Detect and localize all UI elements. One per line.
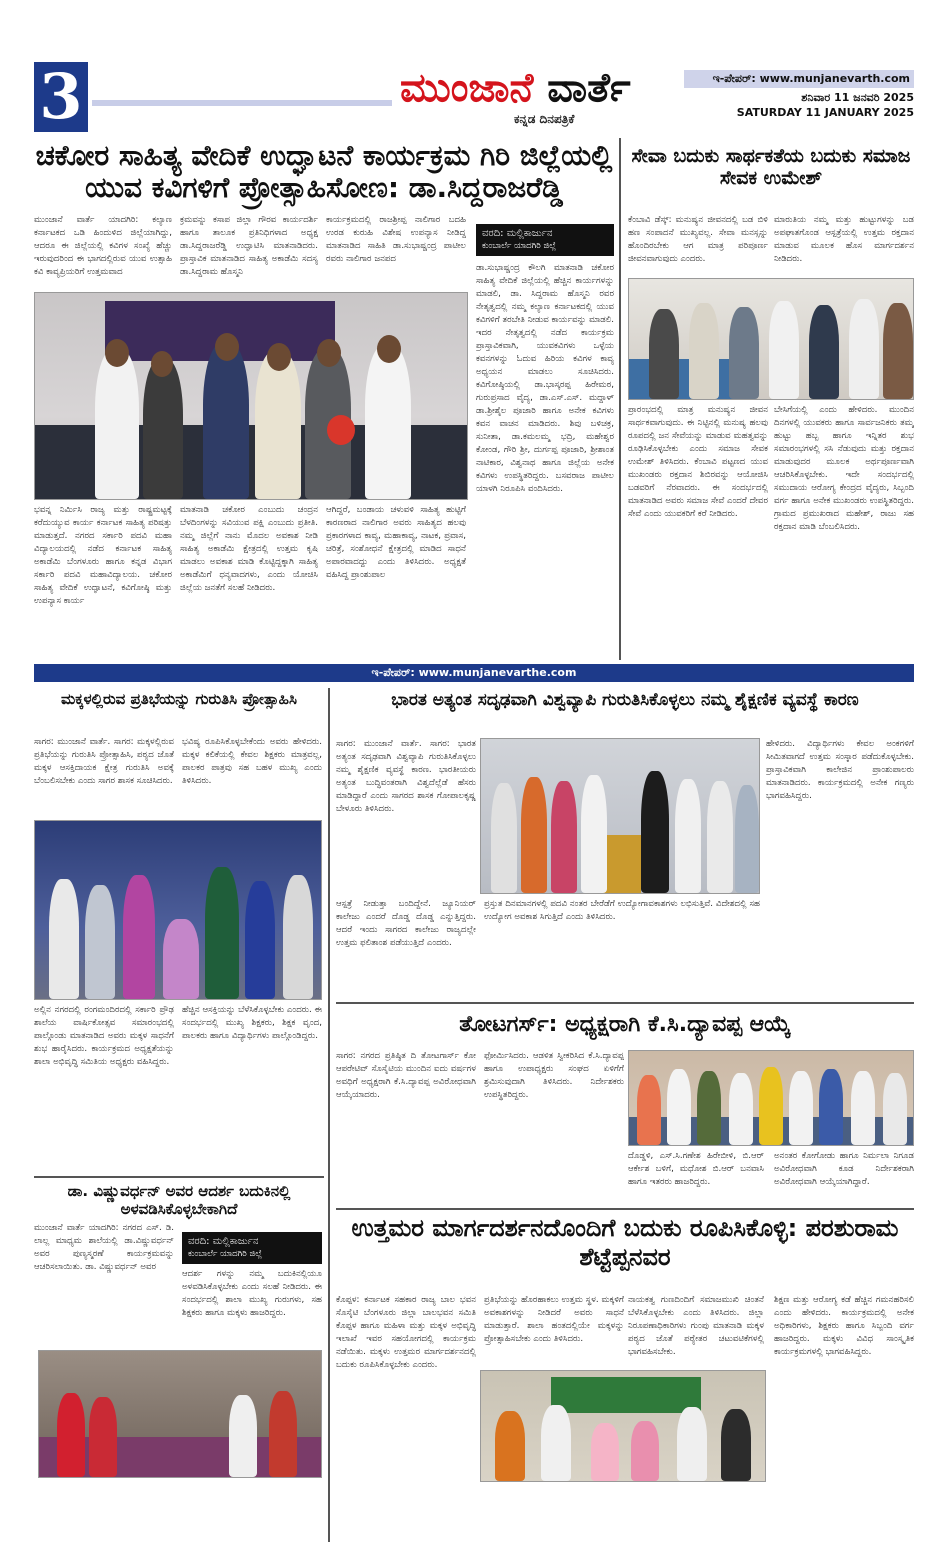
article2-col1: ಕೆಂಬಾವಿ ಡೆಸ್ಕ್: ಮನುಷ್ಯನ ಜೀವನದಲ್ಲಿ ಬಡ ಬಿಳಿ ಹಣ ಸಂಪಾದನೆ ಮುಖ್ಯವಲ್ಲ. ಸೇವಾ ಮನಸ್ಸನ್ನು ಹೊಂದಿರಬೇಕು ಆಗ ಮಾತ್ರ ಪರಿಪೂರ್ಣ ಜೀವನವಾಗುವುದು ಎಂದರು. [628, 215, 768, 264]
date-kannada: ಶನಿವಾರ 11 ಜನವರಿ 2025 [801, 91, 914, 104]
article1-bottom-col1: ಭವನ್ನ ನಿರ್ಮಿಸಿ ರಾಜ್ಯ ಮತ್ತು ರಾಷ್ಟ್ರಮಟ್ಟಕ್ಕೆ ಕರೆದುಯ್ಯುವ ಕಾರ್ಯ ಕರ್ನಾಟಕ ಸಾಹಿತ್ಯ ಪರಿಷತ್ತು ಮಾಡುತ್ತದೆ. ನಗರದ ಸರ್ಕಾರಿ ಪದವಿ ಮಹಾ ವಿದ್ಯಾಲಯದಲ್ಲಿ ನಡೆದ ಕರ್ನಾಟಕ ಸಾಹಿತ್ಯ ಅಕಾಡೆಮಿ ಬೆಂಗಳೂರು ಹಾಗೂ ಕನ್ನಡ ವಿಭಾಗ ಸರ್ಕಾರಿ ಪದವಿ ಮಹಾವಿದ್ಯಾಲಯ. ಚಕೋರ ಸಾಹಿತ್ಯ ವೇದಿಕೆ ಉದ್ಘಾಟನೆ, ಕವಿಗೋಷ್ಠಿ ಮತ್ತು ಉಪನ್ಯಾಸ ಕಾರ್ಯ [34, 505, 172, 606]
article5-photo [628, 1050, 914, 1146]
lamp-graphic [601, 835, 641, 894]
article6-col2: ಆದರ್ಶ ಗಳನ್ನು ನಮ್ಮ ಬದುಕಿನಲ್ಲಿಯೂ ಅಳವಡಿಸಿಕೊಳ್ಳಬೇಕು ಎಂದು ಸಲಹೆ ನೀಡಿದರು. ಈ ಸಂದರ್ಭದಲ್ಲಿ ಶಾಲಾ ಮುಖ್ಯ ಗುರುಗಳು, ಸಹ ಶಿಕ್ಷಕರು ಹಾಗೂ ಮಕ್ಕಳು ಹಾಜರಿದ್ದರು. [182, 1269, 322, 1318]
article3-bottom-col2: ಹೆಚ್ಚಿನ ಆಸಕ್ತಿಯನ್ನು ಬೆಳೆಸಿಕೊಳ್ಳಬೇಕು ಎಂದರು. ಈ ಸಂದರ್ಭದಲ್ಲಿ ಮುಖ್ಯ ಶಿಕ್ಷಕರು, ಶಿಕ್ಷಕ ವೃಂದ, ಪಾಲಕರು ಹಾಗೂ ವಿದ್ಯಾರ್ಥಿಗಳು ಪಾಲ್ಗೊಂಡಿದ್ದರು. [182, 1005, 322, 1041]
byline-label-2: ವರದಿ: ಮಲ್ಲಿಕಾರ್ಜುನ [188, 1236, 259, 1247]
article1-bottom-col2: ಮಾತನಾಡಿ ಚಕೋರ ಎಂಬುದು ಚಂದ್ರನ ಬೆಳದಿಂಗಳನ್ನು ಸವಿಯುವ ಪಕ್ಷಿ ಎಂಬುದು ಪ್ರತೀತಿ. ನಮ್ಮ ಜಿಲ್ಲೆಗೆ ನಾನು ಮೊದಲ ಅವಕಾಶ ನೀಡಿ ಸಾಹಿತ್ಯ ಅಕಾಡೆಮಿ ಕ್ಷೇತ್ರದಲ್ಲಿ ಉತ್ತಮ ಕೃಷಿ ಮಾಡಲು ಅವಕಾಶ ಮಾಡಿ ಕೊಟ್ಟಿದ್ದಕ್ಕಾಗಿ ಸಾಹಿತ್ಯ ಅಕಾಡೆಮಿಗೆ ಧನ್ಯವಾದಗಳು, ಎಂದು ಯೋಚಿಸಿ ಜಿಲ್ಲೆಯ ಜನತೆಗೆ ಸಲಹೆ ನೀಡಿದರು. [180, 505, 318, 593]
newspaper-title [400, 66, 631, 110]
section-rule-3 [336, 1208, 914, 1210]
article7-photo [480, 1370, 766, 1482]
article6-headline: ಡಾ. ವಿಷ್ಣುವರ್ಧನ್ ಅವರ ಆದರ್ಶ ಬದುಕಿನಲ್ಲಿ ಅಳವಡಿಸಿಕೊಳ್ಳಬೇಕಾಗಿದೆ [67, 1182, 291, 1218]
epaper-url[interactable]: ಇ-ಪೇಪರ್: www.munjanevarth.com [684, 70, 914, 88]
page-number: 3 [34, 62, 88, 132]
event-banner [551, 1377, 701, 1413]
article1-byline [476, 224, 614, 256]
article5-col3: ದೊಡ್ಡಳಿ, ಎಸ್.ಸಿ.ಗಣೇಶ ಹಿರೇಬೀಳಿ, ಬಿ.ಆರ್ ಆರ್ಕೇಶ ಬಳಿಗೆ, ಮಧೋಶ ಬಿ.ಆರ್ ಬನವಾಸಿ ಹಾಗೂ ಇತರರು ಹಾಜರಿದ್ದರು. [628, 1151, 764, 1187]
article2-col4: ಬೇಸಿಗೆಯಲ್ಲಿ ಎಂದು ಹೇಳಿದರು. ಮುಂದಿನ ದಿನಗಳಲ್ಲಿ ಯುವಕರು ಹಾಗೂ ಸಾರ್ವಜನಿಕರು ತಮ್ಮ ಹುಟ್ಟು ಹಬ್ಬ ಹಾಗೂ ಇನ್ನಿತರ ಶುಭ ಸಮಾರಂಭಗಳಲ್ಲಿ ಸಸಿ ನೆಡುವುದು ಮತ್ತು ರಕ್ತದಾನ ಮಾಡುವುದರ ಮೂಲಕ ಅರ್ಥಪೂರ್ಣವಾಗಿ ಆಚರಿಸಿಕೊಳ್ಳಬೇಕು. ಇದೇ ಸಂದರ್ಭದಲ್ಲಿ ಸಮುದಾಯ ಆರೋಗ್ಯ ಕೇಂದ್ರದ ವೈದ್ಯರು, ಸಿಬ್ಬಂದಿ ವರ್ಗ ಹಾಗೂ ಅನೇಕ ಮುಖಂಡರು ಉಪಸ್ಥಿತರಿದ್ದರು. ಗ್ರಾಮದ ಪ್ರಮುಖರಾದ ಮಹೇಶ್, ರಾಜು ಸಹ ರಕ್ತದಾನ ಮಾಡಿ ಬೆಂಬಲಿಸಿದರು. [774, 405, 914, 532]
article1-col1: ಮುಂಜಾನೆ ವಾರ್ತೆ ಯಾದಗಿರಿ: ಕಲ್ಯಾಣ ಕರ್ನಾಟಕದ ಒಡಿ ಹಿಂದುಳಿದ ಜಿಲ್ಲೆಯಾಗಿದ್ದು, ಆದರೂ ಈ ಜಿಲ್ಲೆಯಲ್ಲಿ ಕವಿಗಳ ಸಂಖ್ಯೆ ಹೆಚ್ಚು ಇರುವುದರಿಂದ ಈ ಭಾಗದಲ್ಲಿರುವ ಯುವ ಉತ್ಸಾಹಿ ಕವಿ ಕಾವ್ಯಪ್ರಿಯರಿಗೆ ಉತ್ತಮವಾದ [34, 215, 172, 277]
article5-col2: ಫೋರ್ಮಿಸಿದರು. ಆಡಳಿತ ಸ್ವೀಕರಿಸಿದ ಕೆ.ಸಿ.ದ್ಯಾವಪ್ಪ ಹಾಗೂ ಉಪಾಧ್ಯಕ್ಷರು ಸಂಘದ ಏಳಿಗೆಗೆ ಶ್ರಮಿಸುವುದಾಗಿ ತಿಳಿಸಿದರು. ನಿರ್ದೇಶಕರು ಉಪಸ್ಥಿತರಿದ್ದರು. [484, 1051, 624, 1100]
article4-headline: ಭಾರತ ಅತ್ಯಂತ ಸದೃಢವಾಗಿ ವಿಶ್ವವ್ಯಾಪಿ ಗುರುತಿಸಿಕೊಳ್ಳಲು ನಮ್ಮ ಶೈಕ್ಷಣಿಕ ವ್ಯವಸ್ಥೆ ಕಾರಣ [391, 690, 859, 710]
byline-location: ಕುಂಬಾರ್ಲೆ ಯಾದಗಿರಿ ಜಿಲ್ಲೆ [482, 241, 557, 251]
article7-col1: ಕೊಪ್ಪಳ: ಕರ್ನಾಟಕ ಸಹಕಾರ ರಾಜ್ಯ ಬಾಲ ಭವನ ಸೊಸೈಟಿ ಬೆಂಗಳೂರು ಜಿಲ್ಲಾ ಬಾಲಭವನ ಸಮಿತಿ ಕೊಪ್ಪಳ ಹಾಗೂ ಮಹಿಳಾ ಮತ್ತು ಮಕ್ಕಳ ಅಭಿವೃದ್ಧಿ ಇಲಾಖೆ ಇವರ ಸಹಯೋಗದಲ್ಲಿ ಕಾರ್ಯಕ್ರಮ ನಡೆಯಿತು. ಮಕ್ಕಳು ಉತ್ತಮರ ಮಾರ್ಗದರ್ಶನದಲ್ಲಿ ಬದುಕು ರೂಪಿಸಿಕೊಳ್ಳಬೇಕು ಎಂದರು. [336, 1295, 476, 1370]
article5-col1: ಸಾಗರ: ನಗರದ ಪ್ರತಿಷ್ಠಿತ ದಿ ತೋಟಗಾರ್ಸ್ ಕೋ ಆಪರೇಟಿವ್ ಸೊಸೈಟಿಯ ಮುಂದಿನ ಐದು ವರ್ಷಗಳ ಅವಧಿಗೆ ಅಧ್ಯಕ್ಷರಾಗಿ ಕೆ.ಸಿ.ದ್ಯಾವಪ್ಪ ಅವಿರೋಧವಾಗಿ ಆಯ್ಕೆಯಾದರು. [336, 1051, 476, 1100]
article7-headline: ಉತ್ತಮರ ಮಾರ್ಗದರ್ಶನದೊಂದಿಗೆ ಬದುಕು ರೂಪಿಸಿಕೊಳ್ಳಿ: ಪರಶುರಾಮ ಶೆಟ್ಟೆಪ್ಪನವರ [351, 1214, 899, 1271]
column-rule-2 [328, 688, 330, 1542]
article2-photo [628, 278, 914, 400]
article6-byline [182, 1232, 322, 1264]
article4-bottom-col2: ಪ್ರಸ್ತುತ ದಿನಮಾನಗಳಲ್ಲಿ ಪದವಿ ನಂತರ ಬೇರೆಡೆಗೆ ಉದ್ಯೋಗಾವಕಾಶಗಳು ಲಭಿಸುತ್ತಿವೆ. ವಿದೇಶದಲ್ಲಿ ಸಹ ಉದ್ಯೋಗ ಅವಕಾಶ ಸಿಗುತ್ತಿದೆ ಎಂದು ತಿಳಿಸಿದರು. [484, 899, 760, 922]
article4-col1: ಸಾಗರ: ಮುಂಜಾನೆ ವಾರ್ತೆ. ಸಾಗರ: ಭಾರತ ಅತ್ಯಂತ ಸದೃಢವಾಗಿ ವಿಶ್ವವ್ಯಾಪಿ ಗುರುತಿಸಿಕೊಳ್ಳಲು ನಮ್ಮ ಶೈಕ್ಷಣಿಕ ವ್ಯವಸ್ಥೆ ಕಾರಣ. ಭಾರತೀಯರು ಅತ್ಯಂತ ಬುದ್ಧಿವಂತರಾಗಿ ವಿಶ್ವದೆಲ್ಲೆಡೆ ಹೆಸರು ಮಾಡಿದ್ದಾರೆ ಎಂದು ಸಾಗರದ ಶಾಸಕ ಗೋಪಾಲಕೃಷ್ಣ ಬೇಳೂರು ತಿಳಿಸಿದರು. [336, 739, 476, 814]
masthead-bar [92, 100, 392, 106]
article5-headline: ತೋಟಗರ್ಸ್: ಅಧ್ಯಕ್ಷರಾಗಿ ಕೆ.ಸಿ.ದ್ಯಾವಪ್ಪ ಆಯ್ಕೆ [459, 1012, 791, 1037]
article7-col3: ನಾಯಕತ್ವ ಗುಣದಿಂದಿಗೆ ಸಮಾಜಮುಖಿ ಚಿಂತನೆ ಬೆಳೆಸಿಕೊಳ್ಳಬೇಕು ಎಂದು ತಿಳಿಸಿದರು. ಜಿಲ್ಲಾ ನಿರೂಪಣಾಧಿಕಾರಿಗಳು ಗುಂಪು ಮಾತನಾಡಿ ಮಕ್ಕಳ ಪಠ್ಯದ ಜೊತೆ ಪಠ್ಯೇತರ ಚಟುವಟಿಕೆಗಳಲ್ಲಿ ಭಾಗವಹಿಸಬೇಕು. [628, 1295, 764, 1357]
article3-bottom-col1: ಅಲ್ಲಿನ ನಗರದಲ್ಲಿ ರಂಗಮಂದಿರದಲ್ಲಿ ಸರ್ಕಾರಿ ಪ್ರೌಢ ಶಾಲೆಯ ವಾರ್ಷಿಕೋತ್ಸವ ಸಮಾರಂಭದಲ್ಲಿ ಪಾಲ್ಗೊಂಡು ಮಾತನಾಡಿದ ಅವರು ಮಕ್ಕಳ ಸಾಧನೆಗೆ ಶುಭ ಹಾರೈಸಿದರು. ಕಾರ್ಯಕ್ರಮದ ಅಧ್ಯಕ್ಷತೆಯನ್ನು ಶಾಲಾ ಅಭಿವೃದ್ಧಿ ಸಮಿತಿಯ ಅಧ್ಯಕ್ಷರು ವಹಿಸಿದ್ದರು. [34, 1005, 174, 1067]
article1-bottom-col3: ಆಗಿದ್ದರೆ, ಬಂಡಾಯ ಚಳುವಳಿ ಸಾಹಿತ್ಯ ಹುಟ್ಟಿಗೆ ಕಾರಣರಾದ ನಾಲಿಗಾರ ಅವರು ಸಾಹಿತ್ಯದ ಹಲವು ಪ್ರಕಾರಗಳಾದ ಕಾವ್ಯ, ಮಹಾಕಾವ್ಯ, ನಾಟಕ, ಪ್ರವಾಸ, ಚರಿತ್ರೆ, ಸಂಶೋಧನೆ ಕ್ಷೇತ್ರದಲ್ಲಿ ಮಾಡಿದ ಸಾಧನೆ ಅಪಾರವಾದದ್ದು ಎಂದು ತಿಳಿಸಿದರು. ಅಧ್ಯಕ್ಷತೆ ವಹಿಸಿದ್ದ ಪ್ರಾಂಶುಪಾಲ [326, 505, 466, 580]
date-english: SATURDAY 11 JANUARY 2025 [736, 106, 914, 119]
title-black: ವಾರ್ತೆ [547, 65, 631, 111]
article4-bottom-col1: ಆಸ್ಪತ್ರೆ ನೀಡುತ್ತಾ ಬಂದಿದ್ದೇನೆ. ಜ್ಯೂನಿಯರ್ ಕಾಲೇಜು ಎಂದರೆ ದೊಡ್ಡ ದೊಡ್ಡ ಎನ್ನುತ್ತಿದ್ದರು. ಆದರೆ ಇಂದು ಸಾಗರದ ಕಾಲೇಜು ರಾಜ್ಯದಲ್ಲೇ ಉತ್ತಮ ಫಲಿತಾಂಶ ಪಡೆಯುತ್ತಿದೆ ಎಂದರು. [336, 899, 476, 948]
article3-headline: ಮಕ್ಕಳಲ್ಲಿರುವ ಪ್ರತಿಭೆಯನ್ನು ಗುರುತಿಸಿ ಪ್ರೋತ್ಸಾಹಿಸಿ [61, 690, 297, 708]
section-rule-2 [34, 1176, 324, 1178]
article3-col1: ಸಾಗರ: ಮುಂಜಾನೆ ವಾರ್ತೆ. ಸಾಗರ: ಮಕ್ಕಳಲ್ಲಿರುವ ಪ್ರತಿಭೆಯನ್ನು ಗುರುತಿಸಿ ಪ್ರೋತ್ಸಾಹಿಸಿ, ಪಠ್ಯದ ಜೊತೆ ಮಕ್ಕಳ ಆಸಕ್ತಿದಾಯಕ ಕ್ಷೇತ್ರ ಗುರುತಿಸಿ ಅವಕ್ಕೆ ಬೆಂಬಲಿಸಬೇಕು ಎಂದು ಸಾಗರ ಶಾಸಕ ಸೂಚಿಸಿದರು. [34, 737, 174, 786]
article1-headline: ಚಕೋರ ಸಾಹಿತ್ಯ ವೇದಿಕೆ ಉದ್ಘಾಟನೆ ಕಾರ್ಯಕ್ರಮ ಗಿರಿ ಜಿಲ್ಲೆಯಲ್ಲಿ ಯುವ ಕವಿಗಳಿಗೆ ಪ್ರೋತ್ಸಾಹಿಸೋಣ: ಡಾ.ಸಿದ್ದರಾಜರೆಡ್ಡಿ [35, 139, 613, 205]
article1-photo [34, 292, 468, 500]
article1-col4: ಡಾ.ಸುಭಾಷ್ಚಂದ್ರ ಕೌಲಗಿ ಮಾತನಾಡಿ ಚಕೋರ ಸಾಹಿತ್ಯ ವೇದಿಕೆ ಜಿಲ್ಲೆಯಲ್ಲಿ ಹೆಚ್ಚಿನ ಕಾರ್ಯಗಳನ್ನು ಮಾಡಲಿ, ಡಾ. ಸಿದ್ದರಾಮ ಹೊಸ್ಮನಿ ರವರ ನೇತೃತ್ವದಲ್ಲಿ ನಮ್ಮ ಕಲ್ಯಾಣ ಕರ್ನಾಟಕದಲ್ಲಿ ಯುವ ಕವಿಗಳಿಗೆ ತರಬೇತಿ ನೀಡುವ ಕಾರ್ಯವನ್ನು ಮಾಡಲಿ. ಇದರ ನೇತೃತ್ವದಲ್ಲಿ ನಡೆದ ಕಾರ್ಯಕ್ರಮ ಪ್ರಾಸ್ತಾವಿಕವಾಗಿ, ಯುವಕವಿಗಳು ಒಳ್ಳೆಯ ಕವನಗಳನ್ನು ಓದುವ ಹಿರಿಯ ಕವಿಗಳ ಕಾವ್ಯ ಅಧ್ಯಯನ ಮಾಡಲು ಸೂಚಿಸಿದರು. ಕವಿಗೋಷ್ಠಿಯಲ್ಲಿ ಡಾ.ಭಾಸ್ಕರಪ್ಪ ಹಿರೇಮಠ, ಗುರುಪ್ರಸಾದ ವೈದ್ಯ, ಡಾ.ಎಸ್.ಎಸ್. ಮದ್ದಾಳ್ ಡಾ.ಶ್ರೀಶೈಲ ಪೂಜಾರಿ ಹಾಗೂ ಅನೇಕ ಕವಿಗಳು ಕವನ ವಾಚನ ಮಾಡಿದರು. ಶಿವು ಬಳಿಚಕ್ರ, ಸುನೀತಾ, ಡಾ.ಕಮಲಮ್ಮ ಭದ್ರಿ, ಮಹೇಶ್ವರ ಕೋಂಡ, ಗೌರಿ ಶ್ರೀ, ದುರ್ಗಪ್ಪ ಪೂಜಾರಿ, ಶ್ರೀಶಾಂತ ನಾಟಿಕಾರ, ವಿಶ್ವನಾಥ ಹಾಗೂ ಜಿಲ್ಲೆಯ ಅನೇಕ ಕವಿಗಳು ಉಪಸ್ಥಿತರಿದ್ದರು. ಬಸವರಾಜ ಪಾಟೀಲ ಯಾಳಗಿ ನಿರೂಪಿಸಿ ವಂದಿಸಿದರು. [476, 263, 614, 494]
section-rule [336, 1002, 914, 1004]
article2-col2: ಮಾರುತಿಯ ನಮ್ಮ ಮತ್ತು ಹುಟ್ಟುಗಳನ್ನು ಬಡ ಅಪಘಾತಗೊಂಡ ಆಸ್ಪತ್ರೆಯಲ್ಲಿ ಉತ್ತಮ ರಕ್ತದಾನ ಮಾಡುವ ಮೂಲಕ ಹೊಸ ಮಾರ್ಗದರ್ಶನ ನೀಡಿದರು. [774, 215, 914, 264]
article6-photo [38, 1350, 322, 1478]
article3-photo [34, 820, 322, 1000]
article1-col3: ಕಾರ್ಯಕ್ರಮದಲ್ಲಿ ರಾಜಶ್ರೀಪ್ಪ ನಾಲಿಗಾರ ಬದಹಿ ಉರಡ ಕುರುಹಿ ವಿಶೇಷ ಉಪನ್ಯಾಸ ನೀಡಿದ್ದ ಮಾತನಾಡಿದ ಸಾಹಿತಿ ಡಾ.ಸುಭಾಷ್ಚಂದ್ರ ಪಾಟೀಲ ರವರು ನಾಲಿಗಾರ ಜನಪದ [326, 215, 466, 264]
byline-label: ವರದಿ: ಮಲ್ಲಿಕಾರ್ಜುನ [482, 228, 553, 239]
article1-col2: ಕ್ರಮವನ್ನು ಕಸಾಪ ಜಿಲ್ಲಾ ಗೌರವ ಕಾರ್ಯದರ್ಶಿ ಹಾಗೂ ತಾಲೂಕ ಪ್ರತಿನಿಧಿಗಳಾದ ಅಧ್ಯಕ್ಷ ಡಾ.ಸಿದ್ದರಾಜರೆಡ್ಡಿ ಉದ್ಘಾಟಿಸಿ ಮಾತನಾಡಿದರು. ಪ್ರಾಸ್ತಾವಿಕ ಮಾತನಾಡಿದ ಸಾಹಿತ್ಯ ಅಕಾಡೆಮಿ ಸದಸ್ಯ ಡಾ.ಸಿದ್ದರಾಮ ಹೊಸ್ಮನಿ [180, 215, 318, 277]
column-rule [619, 138, 621, 660]
article7-col4: ಶಿಕ್ಷಣ ಮತ್ತು ಆರೋಗ್ಯ ಕಡೆ ಹೆಚ್ಚಿನ ಗಮನಹರಿಸಲಿ ಎಂದು ಹೇಳಿದರು. ಕಾರ್ಯಕ್ರಮದಲ್ಲಿ ಅನೇಕ ಅಧಿಕಾರಿಗಳು, ಶಿಕ್ಷಕರು ಹಾಗೂ ಸಿಬ್ಬಂದಿ ವರ್ಗ ಹಾಜರಿದ್ದರು. ಮಕ್ಕಳು ವಿವಿಧ ಸಾಂಸ್ಕೃತಿಕ ಕಾರ್ಯಕ್ರಮಗಳಲ್ಲಿ ಭಾಗವಹಿಸಿದ್ದರು. [774, 1295, 914, 1357]
flower-bouquet [327, 415, 355, 445]
byline-location-2: ಕುಂಬಾರ್ಲೆ ಯಾದಗಿರಿ ಜಿಲ್ಲೆ [188, 1249, 263, 1259]
article5-col4: ಅನಂತರ ಕೋಗೋಡು ಹಾಗೂ ನಿರ್ಮಲಾ ನಿಗೂಡ ಅವಿರೋಧವಾಗಿ ಕೂಡ ನಿರ್ದೇಶಕರಾಗಿ ಅವಿರೋಧವಾಗಿ ಆಯ್ಕೆಯಾಗಿದ್ದಾರೆ. [774, 1151, 914, 1187]
article2-col3: ಪ್ರಾರಂಭದಲ್ಲಿ ಮಾತ್ರ ಮನುಷ್ಯನ ಜೀವನ ಸಾರ್ಥಕವಾಗುವುದು. ಈ ನಿಟ್ಟಿನಲ್ಲಿ ಮನುಷ್ಯ ಹಲವು ರೂಪದಲ್ಲಿ ಜನ ಸೇವೆಯನ್ನು ಮಾಡುವ ಮಹತ್ವವನ್ನು ರೂಢಿಸಿಕೊಳ್ಳಬೇಕು ಎಂದು ಸಮಾಜ ಸೇವಕ ಉಮೇಶ್ ತಿಳಿಸಿದರು. ಕೆಂಬಾವಿ ಪಟ್ಟಣದ ಯುವ ಮುಖಂಡರು ರಕ್ತದಾನ ಶಿಬಿರವನ್ನು ಆಯೋಜಿಸಿ ಬಡವರಿಗೆ ನೆರವಾದರು. ಈ ಸಂದರ್ಭದಲ್ಲಿ ಮಾತನಾಡಿದ ಅವರು ಸಮಾಜ ಸೇವೆ ಎಂದರೆ ದೇವರ ಸೇವೆ ಎಂದು ಯುವಕರಿಗೆ ಕರೆ ನೀಡಿದರು. [628, 405, 768, 519]
article4-col2: ಹೇಳಿದರು. ವಿದ್ಯಾರ್ಥಿಗಳು ಕೇವಲ ಅಂಕಗಳಿಗೆ ಸೀಮಿತವಾಗದೆ ಉತ್ತಮ ಸಂಸ್ಕಾರ ಪಡೆದುಕೊಳ್ಳಬೇಕು. ಪ್ರಾಸ್ತಾವಿಕವಾಗಿ ಕಾಲೇಜಿನ ಪ್ರಾಂಶುಪಾಲರು ಮಾತನಾಡಿದರು. ಕಾರ್ಯಕ್ರಮದಲ್ಲಿ ಅನೇಕ ಗಣ್ಯರು ಭಾಗವಹಿಸಿದ್ದರು. [766, 739, 914, 801]
epaper-divider[interactable]: ಇ-ಪೇಪರ್: www.munjanevarthe.com [34, 664, 914, 682]
article3-col2: ಭವಿಷ್ಯ ರೂಪಿಸಿಕೊಳ್ಳಬೇಕೆಂದು ಅವರು ಹೇಳಿದರು. ಮಕ್ಕಳ ಕಲಿಕೆಯಲ್ಲಿ ಕೇವಲ ಶಿಕ್ಷಕರು ಮಾತ್ರವಲ್ಲ, ಪಾಲಕರ ಪಾತ್ರವು ಸಹ ಬಹಳ ಮುಖ್ಯ ಎಂದು ತಿಳಿಸಿದರು. [182, 737, 322, 786]
article4-photo [480, 738, 760, 894]
article6-col1: ಮುಂಜಾನೆ ವಾರ್ತೆ ಯಾದಗಿರಿ: ನಗರದ ಎಸ್. ಡಿ. ಲಾಲ್ಲ ಮಾಧ್ಯಮ ಶಾಲೆಯಲ್ಲಿ ಡಾ.ವಿಷ್ಣುವರ್ಧನ್ ಅವರ ಪುಣ್ಯಸ್ಮರಣೆ ಕಾರ್ಯಕ್ರಮವನ್ನು ಆಚರಿಸಲಾಯಿತು. ಡಾ. ವಿಷ್ಣುವರ್ಧನ್ ಅವರ [34, 1223, 174, 1272]
article7-col2: ಪ್ರತಿಭೆಯನ್ನು ಹೊರಹಾಕಲು ಉತ್ತಮ ಸ್ಥಳ. ಮಕ್ಕಳಿಗೆ ಅವಕಾಶಗಳನ್ನು ನೀಡಿದರೆ ಅವರು ಸಾಧನೆ ಮಾಡುತ್ತಾರೆ. ಶಾಲಾ ಹಂತದಲ್ಲಿಯೇ ಮಕ್ಕಳನ್ನು ಪ್ರೋತ್ಸಾಹಿಸಬೇಕು ಎಂದು ತಿಳಿಸಿದರು. [484, 1295, 624, 1344]
article2-headline: ಸೇವಾ ಬದುಕು ಸಾರ್ಥಕತೆಯ ಬದುಕು ಸಮಾಜ ಸೇವಕ ಉಮೇಶ್ [631, 145, 911, 189]
masthead-info [684, 70, 914, 119]
newspaper-subtitle: ಕನ್ನಡ ದಿನಪತ್ರಿಕೆ [514, 112, 575, 126]
masthead [34, 62, 914, 132]
title-red: ಮುಂಜಾನೆ [400, 65, 534, 111]
